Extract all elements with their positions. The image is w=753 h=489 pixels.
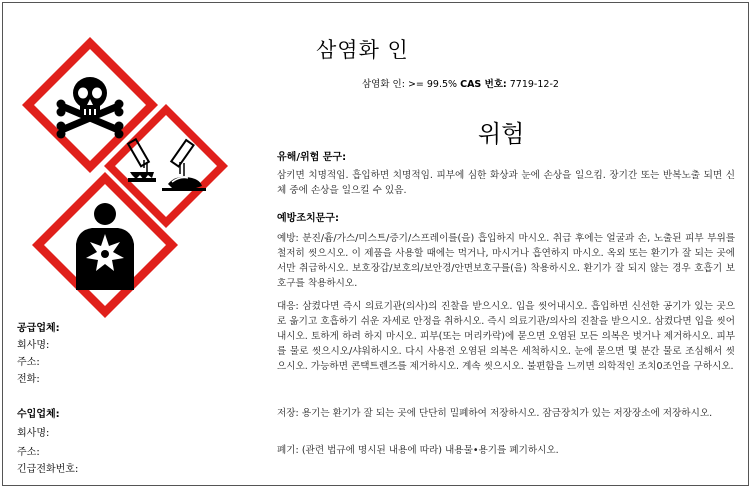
precaution-disposal-text: 폐기: (관련 법규에 명시된 내용에 따라) 내용물•용기를 폐기하시오. <box>277 445 559 456</box>
hazard-statements-heading: 유해/위험 문구: <box>277 152 347 163</box>
supplier-address-label: 주소: <box>17 357 40 368</box>
importer-heading: 수입업체: <box>17 409 60 420</box>
signal-word: 위험 <box>478 120 525 148</box>
importer-address-label: 주소: <box>17 447 40 458</box>
cas-label: CAS 번호: <box>460 79 507 90</box>
product-identifier <box>362 76 559 90</box>
product-concentration: 삼염화 인: >= 99.5% <box>362 79 461 90</box>
product-name: 삼염화 인 <box>316 38 409 62</box>
precaution-response-text: 대응: 삼켰다면 즉시 의료기관(의사)의 진찰을 받으시오. 입을 씻어내시오. 흡입하면 신선한 공기가 있는 곳으로 옮기고 호흡하기 쉬운 자세로 안정을 취하시오. 즉시 의료기관/의사의 진찰을 받으시오. 삼켰다면 입을 씻어내시오. 토하게 하려 하지 마시오. 피부(또는 머리카락)에 묻으면 오염된 모든 의복은 벗거나 제거하시오. 피부를 물로 씻으시오/샤워하시오. 다시 사용전 오염된 의복은 세척하시오. 눈에 묻으면 몇 분간 물로 조심해서 씻으시오. 가능하면 콘택트렌즈를 제거하시오. 계속 씻으시오. 불편함을 느끼면 의학적인 조치0조언을 구하시오. <box>277 301 735 372</box>
importer-emergency-phone-label: 긴급전화번호: <box>17 464 79 475</box>
supplier-phone-label: 전화: <box>17 374 40 385</box>
precautionary-statements-heading: 예방조치문구: <box>277 213 339 224</box>
supplier-company-label: 회사명: <box>17 340 50 351</box>
cas-number: 7719-12-2 <box>506 79 559 90</box>
supplier-heading: 공급업체: <box>17 323 60 334</box>
health-hazard-icon <box>30 170 180 320</box>
hazard-statements-text: 삼키면 치명적임. 흡입하면 치명적임. 피부에 심한 화상과 눈에 손상을 일으킴. 장기간 또는 반복노출 되면 신체 중에 손상을 일으킬 수 있음. <box>277 170 735 196</box>
importer-company-label: 회사명: <box>17 428 50 439</box>
precaution-storage-text: 저장: 용기는 환기가 잘 되는 곳에 단단히 밀폐하여 저장하시오. 잠금장치가 있는 저장장소에 저장하시오. <box>277 408 713 419</box>
precaution-prevention-text: 예방: 분진/흄/가스/미스트/증기/스프레이를(을) 흡입하지 마시오. 취급 후에는 얼굴과 손, 노출된 피부 부위를 철저히 씻으시오. 이 제품을 사용할 때에는 먹거나, 마시거나 흡연하지 마시오. 옥외 또는 환기가 잘 되는 곳에서만 취급하시오. 보호장갑/보호의/보안경/안면보호구를(을) 착용하시오. 환기가 잘 되지 않는 경우 호흡기 보호구를 착용하시오. <box>277 233 735 289</box>
